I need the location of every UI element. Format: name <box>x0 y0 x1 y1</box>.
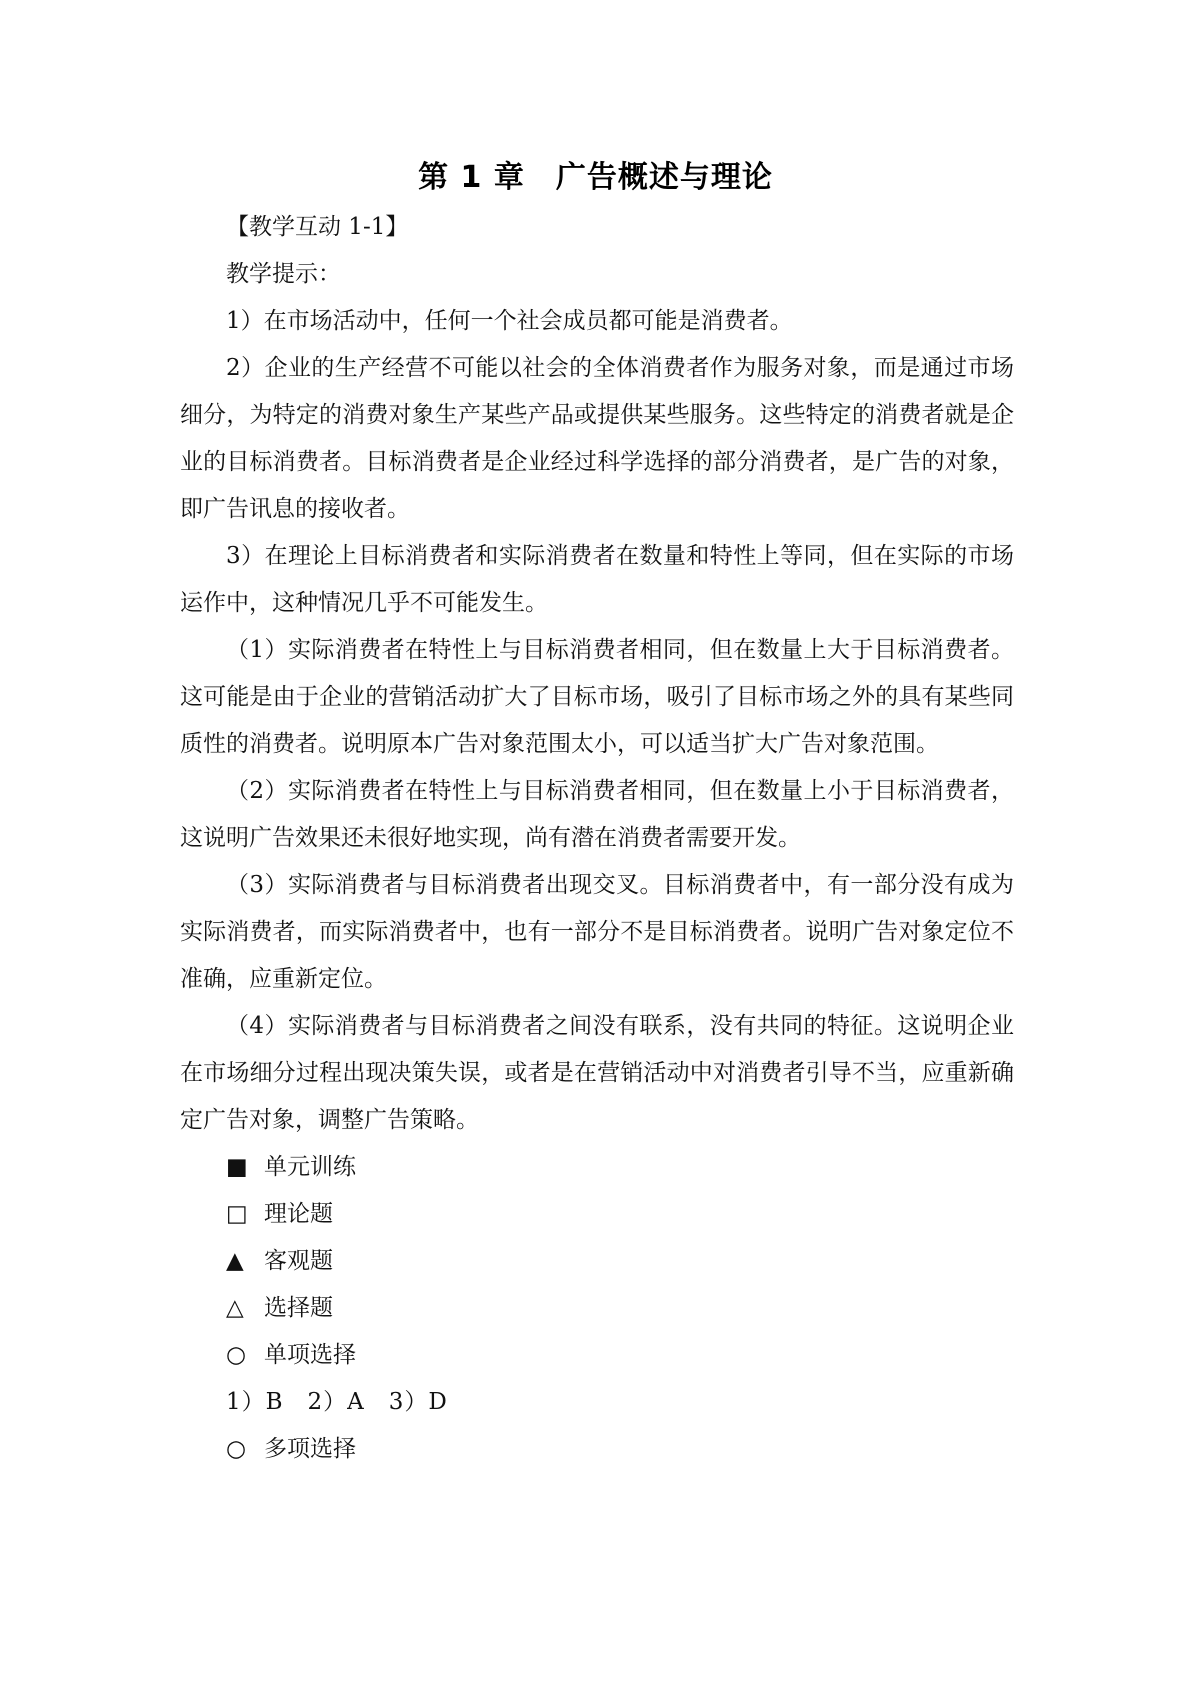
page-body <box>180 204 1014 1473</box>
hollow-circle-icon: ○ <box>226 1436 247 1462</box>
paragraph-case-2: （2）实际消费者在特性上与目标消费者相同，但在数量上小于目标消费者，这说明广告效果还未很好地实现，尚有潜在消费者需要开发。 <box>180 778 1014 851</box>
paragraph-3: 3）在理论上目标消费者和实际消费者在数量和特性上等同，但在实际的市场运作中，这种情况几乎不可能发生。 <box>180 543 1014 616</box>
hollow-circle-icon: ○ <box>226 1342 247 1368</box>
outline-item-unit-training <box>180 1144 1014 1191</box>
outline-item-objective <box>180 1238 1014 1285</box>
filled-square-icon: ■ <box>226 1154 248 1180</box>
answer-key: 1）B 2）A 3）D <box>226 1389 448 1415</box>
paragraph-case-4: （4）实际消费者与目标消费者之间没有联系，没有共同的特征。这说明企业在市场细分过程出现决策失误，或者是在营销活动中对消费者引导不当，应重新确定广告对象，调整广告策略。 <box>180 1013 1014 1133</box>
paragraph-case-3: （3）实际消费者与目标消费者出现交叉。目标消费者中，有一部分没有成为实际消费者，而实际消费者中，也有一部分不是目标消费者。说明广告对象定位不准确，应重新定位。 <box>180 872 1014 992</box>
outline-item-theory <box>180 1191 1014 1238</box>
paragraph-case-1: （1）实际消费者在特性上与目标消费者相同，但在数量上大于目标消费者。这可能是由于企业的营销活动扩大了目标市场，吸引了目标市场之外的具有某些同质性的消费者。说明原本广告对象范围太小，可以适当扩大广告对象范围。 <box>180 637 1014 757</box>
chapter-title: 第 1 章 广告概述与理论 <box>418 160 773 195</box>
paragraph-1: 1）在市场活动中，任何一个社会成员都可能是消费者。 <box>226 308 793 334</box>
outline-label: 单元训练 <box>264 1154 356 1180</box>
hollow-square-icon: □ <box>226 1201 248 1227</box>
outline-item-multiple-choice <box>180 1426 1014 1473</box>
hollow-triangle-icon: △ <box>226 1295 244 1321</box>
outline-item-single-choice <box>180 1332 1014 1379</box>
outline-item-choice <box>180 1285 1014 1332</box>
outline-label: 多项选择 <box>264 1436 356 1462</box>
filled-triangle-icon: ▲ <box>226 1248 244 1274</box>
outline-label: 客观题 <box>264 1248 333 1274</box>
outline-label: 单项选择 <box>264 1342 356 1368</box>
outline-label: 理论题 <box>264 1201 333 1227</box>
outline-label: 选择题 <box>264 1295 333 1321</box>
paragraph-2: 2）企业的生产经营不可能以社会的全体消费者作为服务对象，而是通过市场细分，为特定的消费对象生产某些产品或提供某些服务。这些特定的消费者就是企业的目标消费者。目标消费者是企业经过科学选择的部分消费者，是广告的对象，即广告讯息的接收者。 <box>180 355 1014 522</box>
section-heading: 【教学互动 1-1】 <box>226 214 409 240</box>
hint-label: 教学提示： <box>226 261 341 287</box>
